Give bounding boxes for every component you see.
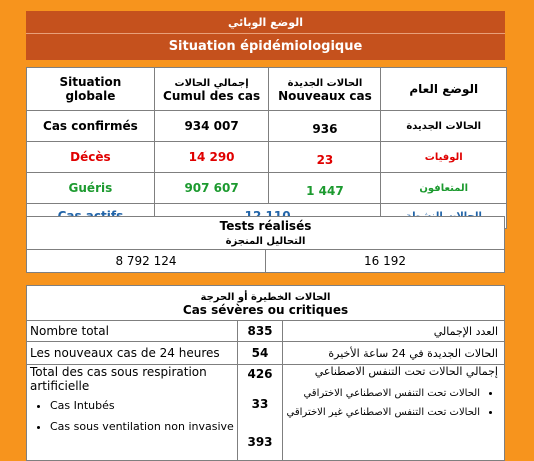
- row-new: 1 447: [269, 173, 381, 204]
- row-new: 936: [269, 111, 381, 142]
- severe-title-ar: الحالات الخطيرة أو الحرجة: [200, 292, 331, 303]
- severe-title: [27, 286, 505, 321]
- row-cumul: 14 290: [154, 142, 269, 173]
- tests-new: 16 192: [266, 250, 505, 273]
- col-cumul-header: [154, 68, 269, 111]
- tests-title-ar: التحاليل المنجزة: [225, 236, 306, 247]
- col-situation-header: [27, 68, 155, 111]
- resp-total-value: 426: [247, 367, 273, 381]
- tests-title-fr: Tests réalisés: [219, 219, 312, 233]
- severe-row-value: 54: [238, 342, 283, 365]
- title-arabic: الوضع الوبائي: [227, 16, 304, 29]
- resp-sub-item-ar: • الحالات تحت التنفس الاصطناعي الاختراقي: [283, 388, 480, 399]
- col-new-ar: الحالات الجديدة: [287, 78, 363, 89]
- row-label-fr: Cas confirmés: [27, 111, 155, 142]
- resp-label-fr: Total des cas sous respiration artificielle: [30, 365, 207, 393]
- resp-values: [238, 365, 283, 461]
- tests-table: [26, 216, 505, 273]
- row-label-fr: Guéris: [27, 173, 155, 204]
- row-new: 23: [269, 142, 381, 173]
- row-label-ar: الحالات الجديدة: [381, 111, 507, 142]
- resp-intubes-value: 33: [251, 397, 269, 411]
- severe-row-ar: العدد الإجمالي: [283, 321, 505, 342]
- col-new-header: [269, 68, 381, 111]
- severe-title-fr: Cas sévères ou critiques: [182, 303, 349, 317]
- row-label-ar: الوفيات: [381, 142, 507, 173]
- severe-table: [26, 285, 505, 461]
- resp-nonvent-value: 393: [247, 435, 273, 449]
- situation-table: [26, 67, 507, 229]
- col-new-fr: Nouveaux cas: [278, 89, 372, 103]
- resp-sub-item-fr: • Cas sous ventilation non invasive: [50, 420, 237, 433]
- tests-title: [27, 217, 505, 250]
- row-label-ar: المتعافون: [381, 173, 507, 204]
- tests-total: 8 792 124: [27, 250, 266, 273]
- col-situation-line2: globale: [65, 89, 116, 103]
- resp-sub-item-ar: • الحالات تحت التنفس الاصطناعي غير الاختراقي: [283, 407, 480, 418]
- resp-sub-item-fr: • Cas Intubés: [50, 399, 237, 412]
- severe-row-fr: Les nouveaux cas de 24 heures: [27, 342, 238, 365]
- col-situation-line1: Situation: [59, 75, 122, 89]
- severe-row-ar: الحالات الجديدة في 24 ساعة الأخيرة: [283, 342, 505, 365]
- row-label-fr: Décès: [27, 142, 155, 173]
- col-cumul-ar: إجمالي الحالات: [174, 78, 249, 89]
- resp-sub-list-ar: [283, 388, 498, 418]
- resp-cell-ar: [283, 365, 505, 461]
- title-french: Situation épidémiologique: [26, 33, 505, 54]
- resp-sub-list-fr: [30, 399, 237, 433]
- row-cumul: 934 007: [154, 111, 269, 142]
- col-cumul-fr: Cumul des cas: [163, 89, 261, 103]
- resp-cell-fr: [27, 365, 238, 461]
- resp-label-ar: إجمالي الحالات تحت التنفس الاصطناعي: [314, 365, 498, 378]
- col-general-header: الوضع العام: [381, 68, 507, 111]
- severe-row-fr: Nombre total: [27, 321, 238, 342]
- page-header: [26, 11, 505, 60]
- severe-row-value: 835: [238, 321, 283, 342]
- row-cumul: 907 607: [154, 173, 269, 204]
